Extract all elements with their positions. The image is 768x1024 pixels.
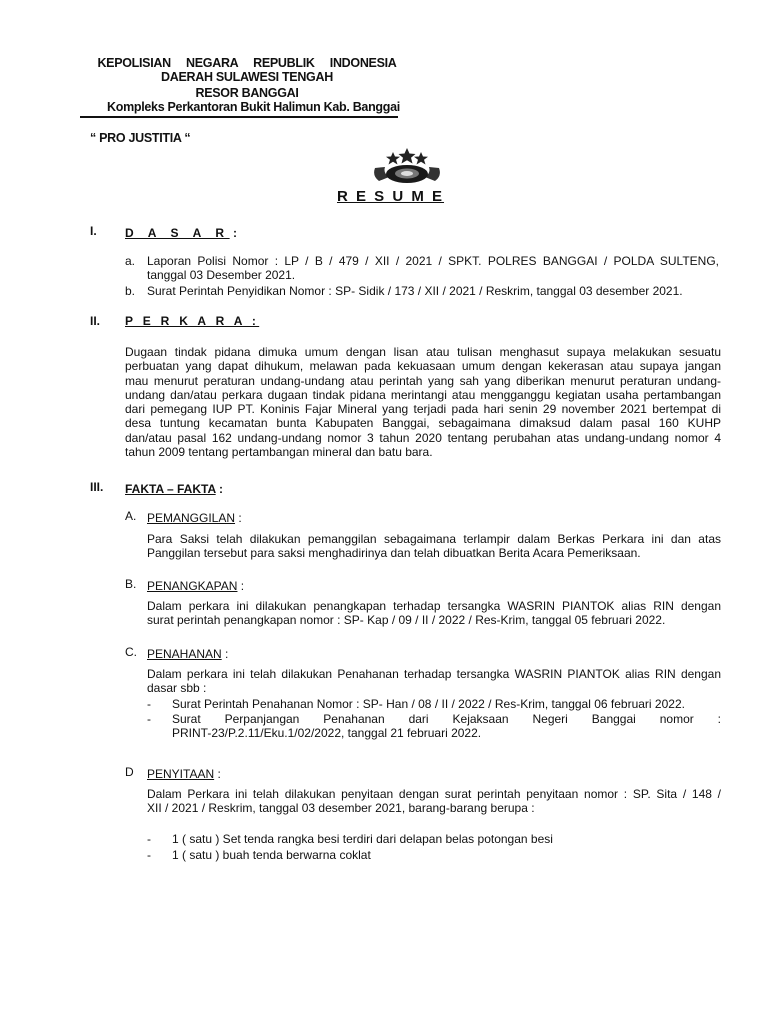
penangkapan-paragraph <box>147 599 721 628</box>
penyitaan-paragraph <box>147 787 721 816</box>
paragraph-line: Dugaan tindak pidana dimuka umum dengan lisan atau tulisan menghasut supaya melakukan sesuatu <box>125 345 721 359</box>
resume-title: R E S U M E <box>337 188 445 205</box>
dasar-item-a-text: Laporan Polisi Nomor : LP / B / 479 / XII / 2021 / SPKT. POLRES BANGGAI / POLDA SULTENG, <box>147 254 719 268</box>
paragraph-line: tahun 2009 tentang pertambangan mineral dan batu bara. <box>125 445 433 460</box>
paragraph-line: dari pemegang IUP PT. Koninis Fajar Mineral yang terjadi pada hari senin 29 november 2021 bertempat di <box>125 402 721 417</box>
paragraph-line: mau menurut peraturan undang-undang atau perintah yang sah yang diberikan menurut peraturan undang- <box>125 373 721 388</box>
dasar-item-a-text2: tanggal 03 Desember 2021. <box>147 268 296 282</box>
police-emblem-icon <box>369 146 445 186</box>
paragraph-line: Dalam perkara ini dilakukan penangkapan terhadap tersangka WASRIN PIANTOK alias RIN dengan <box>147 599 721 613</box>
paragraph-line: desa tuntung kecamatan bunta Kabupaten Banggai, sebagaimana dimaksud dalam pasal 160 KUHP <box>125 416 721 431</box>
paragraph-line: undang dan/atau perkara dugaan tindak pidana merintangi atau mengganggu kegiatan usaha pertambangan <box>125 387 721 402</box>
subsection-heading-pemanggilan: PEMANGGILAN : <box>147 511 242 525</box>
pro-justitia: “ PRO JUSTITIA “ <box>90 131 191 145</box>
section-heading-fakta: FAKTA – FAKTA : <box>125 482 224 496</box>
subsection-heading-penangkapan: PENANGKAPAN : <box>147 579 245 593</box>
paragraph-line: Dalam perkara ini telah dilakukan Penahanan terhadap tersangka WASRIN PIANTOK alias RIN dengan <box>147 667 721 681</box>
dasar-item-a-letter: a. <box>125 254 136 268</box>
paragraph-line: dasar sbb : <box>147 681 207 696</box>
header-line-3: RESOR BANGGAI <box>195 86 299 100</box>
paragraph-line: Para Saksi telah dilakukan pemanggilan sebagaimana terlampir dalam Berkas Perkara ini dan atas <box>147 532 721 546</box>
penyitaan-bullet-2: 1 ( satu ) buah tenda berwarna coklat <box>172 848 371 862</box>
penahanan-bullet-2-cont: PRINT-23/P.2.11/Eku.1/02/2022, tanggal 21 februari 2022. <box>172 726 482 740</box>
header-line-1: KEPOLISIAN NEGARA REPUBLIK INDONESIA <box>97 56 397 70</box>
subsection-letter-b: B. <box>125 577 137 591</box>
section-number-fakta: III. <box>90 480 104 494</box>
penahanan-paragraph <box>147 667 721 696</box>
bullet-dash: - <box>147 697 151 711</box>
pemanggilan-paragraph <box>147 532 721 561</box>
bullet-dash: - <box>147 832 151 846</box>
subsection-letter-d: D <box>125 765 134 779</box>
paragraph-line: XII / 2021 / Reskrim, tanggal 03 desember 2021, barang-barang berupa : <box>147 801 535 816</box>
header-line-2: DAERAH SULAWESI TENGAH <box>161 70 333 84</box>
penahanan-bullet-2: Surat Perpanjangan Penahanan dari Kejaksaan Negeri Banggai nomor : <box>172 712 721 726</box>
paragraph-line: perbuatan yang dapat dihukum, melawan pada kekuasaan umum dengan kekerasan atau supaya jangan <box>125 359 721 374</box>
dasar-item-b-text: Surat Perintah Penyidikan Nomor : SP- Sidik / 173 / XII / 2021 / Reskrim, tanggal 03 desember 2021. <box>147 284 683 298</box>
bullet-dash: - <box>147 712 151 726</box>
paragraph-line: surat perintah penangkapan nomor : SP- Kap / 09 / II / 2022 / Res-Krim, tanggal 05 februari 2022. <box>147 613 666 628</box>
dasar-item-b-letter: b. <box>125 284 136 298</box>
subsection-heading-penyitaan: PENYITAAN : <box>147 767 221 781</box>
paragraph-line: Dalam Perkara ini telah dilakukan penyitaan dengan surat perintah penyitaan nomor : SP. Sita / 148 / <box>147 787 721 801</box>
bullet-dash: - <box>147 848 151 862</box>
section-heading-dasar: D A S A R : <box>125 226 237 240</box>
penyitaan-bullet-1: 1 ( satu ) Set tenda rangka besi terdiri dari delapan belas potongan besi <box>172 832 553 846</box>
penahanan-bullet-1: Surat Perintah Penahanan Nomor : SP- Han / 08 / II / 2022 / Res-Krim, tanggal 06 februari 2022. <box>172 697 685 711</box>
section-number-perkara: II. <box>90 314 101 328</box>
subsection-letter-a: A. <box>125 509 137 523</box>
section-heading-perkara: P E R K A R A : <box>125 314 260 328</box>
subsection-letter-c: C. <box>125 645 137 659</box>
section-number-dasar: I. <box>90 224 97 238</box>
paragraph-line: Panggilan tersebut para saksi menghadirinya dan telah dibuatkan Berita Acara Pemeriksaan. <box>147 546 641 561</box>
perkara-paragraph <box>125 345 721 459</box>
header-underline <box>80 116 398 118</box>
header-line-4: Kompleks Perkantoran Bukit Halimun Kab. Banggai <box>107 100 400 114</box>
paragraph-line: dan/atau pasal 162 undang-undang nomor 3 tahun 2020 tentang perubahan atas undang-undang nomor 4 <box>125 430 721 445</box>
subsection-heading-penahanan: PENAHANAN : <box>147 647 229 661</box>
